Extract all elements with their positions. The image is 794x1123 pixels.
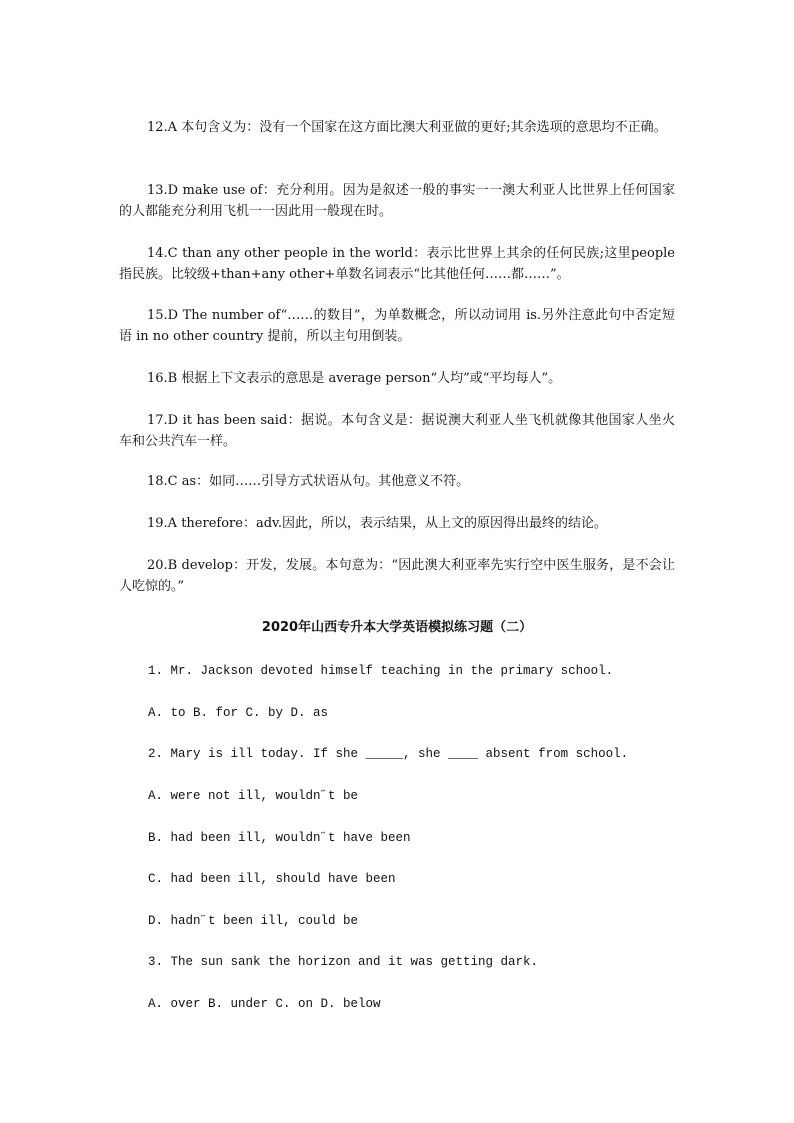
answer-number: 12.A xyxy=(147,120,178,135)
answer-number: 16.B xyxy=(147,371,178,386)
answer-text: develop：开发，发展。本句意为：“因此澳大利亚率先实行空中医生服务，是不会让人吃惊的。” xyxy=(119,558,675,594)
answer-number: 17.D xyxy=(147,413,179,428)
answer-number: 13.D xyxy=(147,183,179,198)
answer-15 xyxy=(119,305,675,347)
answer-text: as：如同……引导方式状语从句。其他意义不符。 xyxy=(177,474,470,489)
answer-number: 20.B xyxy=(147,558,178,573)
answer-16 xyxy=(119,368,675,389)
answer-text: than any other people in the world：表示比世界上其余的任何民族;这里people指民族。比较级+than+any other+单数名词表示“比其他任何……都……”。 xyxy=(119,246,675,282)
answer-number: 15.D xyxy=(147,308,179,323)
question-2-option-a: A. were not ill, wouldn˝t be xyxy=(148,789,359,803)
question-3-options: A. over B. under C. on D. below xyxy=(148,997,381,1011)
answer-14 xyxy=(119,243,675,285)
question-2-option-b: B. had been ill, wouldn˝t have been xyxy=(148,831,411,845)
answer-number: 18.C xyxy=(147,474,178,489)
answer-12 xyxy=(119,117,675,138)
answer-18 xyxy=(119,471,675,492)
question-2: 2. Mary is ill today. If she _____, she ____ absent from school. xyxy=(148,747,629,761)
question-2-option-c: C. had been ill, should have been xyxy=(148,872,396,886)
answer-text: it has been said：据说。本句含义是：据说澳大利亚人坐飞机就像其他国家人坐火车和公共汽车一样。 xyxy=(119,413,675,449)
answer-text: The number of“……的数目”，为单数概念，所以动词用 is.另外注意此句中否定短语 in no other country 提前，所以主句用倒装。 xyxy=(119,308,675,344)
answer-20 xyxy=(119,555,675,597)
answer-number: 19.A xyxy=(147,516,178,531)
answer-number: 14.C xyxy=(147,246,178,261)
answer-text: 本句含义为：没有一个国家在这方面比澳大利亚做的更好;其余选项的意思均不正确。 xyxy=(177,120,667,135)
answer-13 xyxy=(119,180,675,222)
answer-17 xyxy=(119,410,675,452)
answer-19 xyxy=(119,513,675,534)
answer-text: 根据上下文表示的意思是 average person“人均”或“平均每人”。 xyxy=(177,371,562,386)
question-3: 3. The sun sank the horizon and it was getting dark. xyxy=(148,955,539,969)
question-1: 1. Mr. Jackson devoted himself teaching in the primary school. xyxy=(148,664,614,678)
question-2-option-d: D. hadn˝t been ill, could be xyxy=(148,914,359,928)
answer-text: make use of：充分利用。因为是叙述一般的事实一一澳大利亚人比世界上任何国家的人都能充分利用飞机一一因此用一般现在时。 xyxy=(119,183,675,219)
question-1-options: A. to B. for C. by D. as xyxy=(148,706,329,720)
answer-text: therefore：adv.因此，所以，表示结果，从上文的原因得出最终的结论。 xyxy=(177,516,607,531)
section-title: 2020年山西专升本大学英语模拟练习题（二） xyxy=(261,620,533,635)
